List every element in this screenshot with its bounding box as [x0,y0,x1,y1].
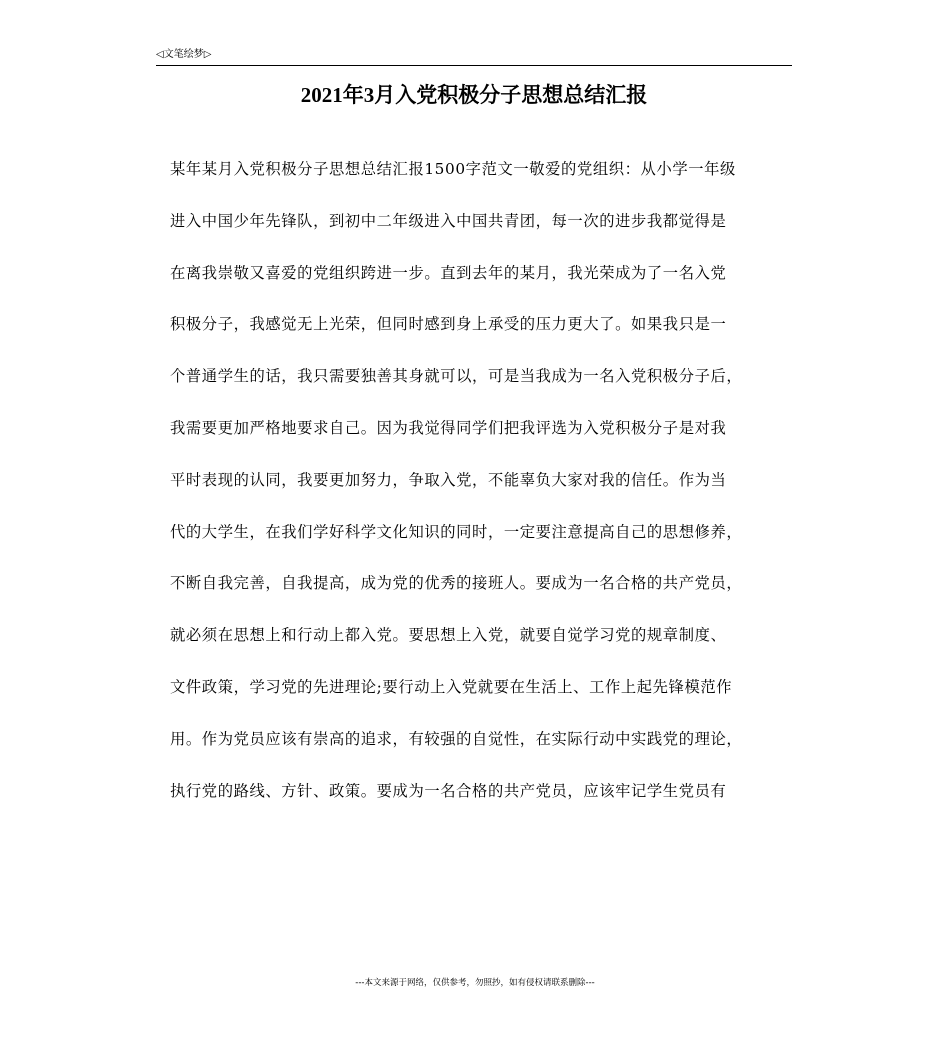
body-line: 平时表现的认同，我要更加努力，争取入党，不能辜负大家对我的信任。作为当 [170,470,727,489]
body-line: 在离我崇敬又喜爱的党组织跨进一步。直到去年的某月，我光荣成为了一名入党 [170,263,727,282]
header-tag: ◁文笔绘梦▷ [156,49,212,60]
body-line: 我需要更加严格地要求自己。因为我觉得同学们把我评选为入党积极分子是对我 [170,418,727,437]
body-line: 积极分子，我感觉无上光荣，但同时感到身上承受的压力更大了。如果我只是一 [170,315,727,334]
document-body [170,154,782,827]
document-title: 2021年3月入党积极分子思想总结汇报 [300,83,648,107]
body-line: 用。作为党员应该有崇高的追求，有较强的自觉性，在实际行动中实践党的理论， [170,729,743,748]
header-divider [156,65,792,66]
body-line: 执行党的路线、方针、政策。要成为一名合格的共产党员，应该牢记学生党员有 [170,781,727,800]
body-line: 不断自我完善，自我提高，成为党的优秀的接班人。要成为一名合格的共产党员， [170,574,743,593]
body-line: 代的大学生，在我们学好科学文化知识的同时，一定要注意提高自己的思想修养， [170,522,743,541]
body-line: 就必须在思想上和行动上都入党。要思想上入党，就要自觉学习党的规章制度、 [170,626,727,645]
body-line: 进入中国少年先锋队，到初中二年级进入中国共青团，每一次的进步我都觉得是 [170,211,727,230]
footer-disclaimer: ---本文来源于网络，仅供参考，勿照抄，如有侵权请联系删除--- [355,978,595,988]
body-line: 某年某月入党积极分子思想总结汇报1500字范文一敬爱的党组织：从小学一年级 [170,160,736,178]
body-line: 文件政策，学习党的先进理论;要行动上入党就要在生活上、工作上起先锋模范作 [170,677,733,696]
body-line: 个普通学生的话，我只需要独善其身就可以，可是当我成为一名入党积极分子后， [170,367,743,386]
